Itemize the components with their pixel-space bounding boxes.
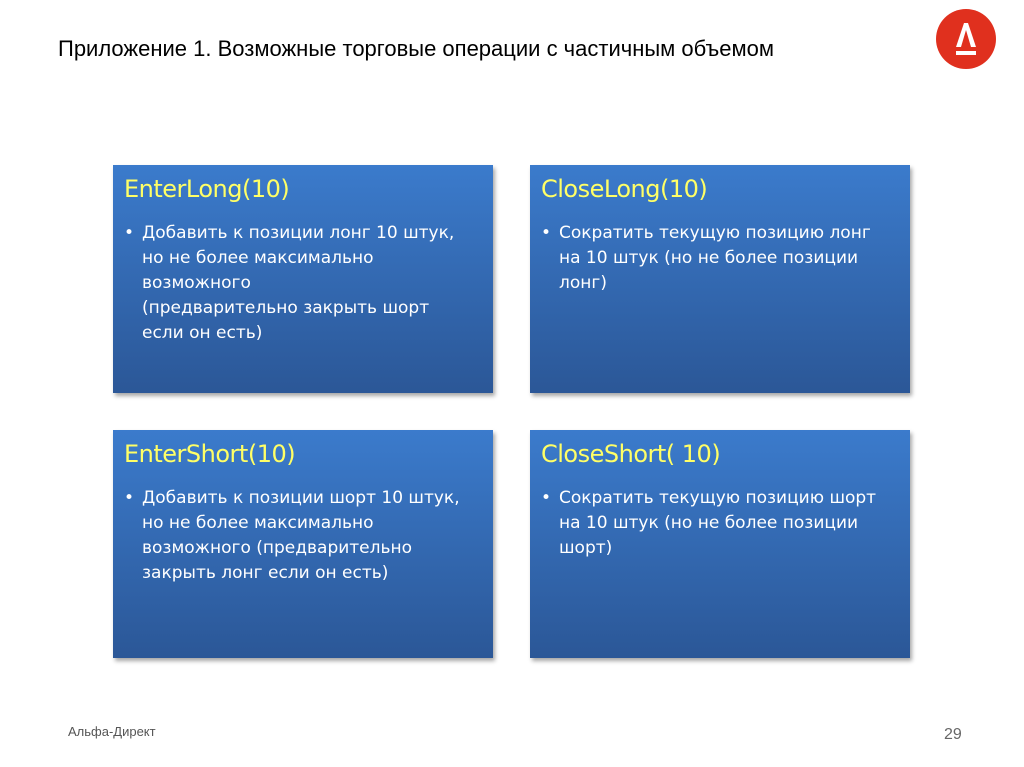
description-line: (предварительно закрыть шорт <box>142 298 430 318</box>
description-line: возможного <box>142 273 251 293</box>
description-line: на 10 штук (но не более позиции <box>559 513 859 533</box>
operation-heading: EnterShort(10) <box>124 440 296 468</box>
description-line: шорт) <box>559 538 613 558</box>
page-number: 29 <box>944 726 962 743</box>
alfa-logo-icon <box>936 9 996 69</box>
operation-heading: EnterLong(10) <box>124 175 290 203</box>
bullet-icon: • <box>124 223 135 243</box>
bullet-icon: • <box>541 488 552 508</box>
bullet-icon: • <box>541 223 552 243</box>
description-line: Сократить текущую позицию лонг <box>559 223 871 243</box>
operation-heading: CloseLong(10) <box>541 175 708 203</box>
operation-description <box>124 221 454 346</box>
operation-box <box>530 430 910 658</box>
description-line: но не более максимально <box>142 513 374 533</box>
description-line: Добавить к позиции шорт 10 штук, <box>142 488 460 508</box>
description-line: Добавить к позиции лонг 10 штук, <box>142 223 455 243</box>
operation-heading: CloseShort( 10) <box>541 440 721 468</box>
description-line: возможного (предварительно <box>142 538 413 558</box>
operation-description <box>124 486 460 586</box>
description-line: Сократить текущую позицию шорт <box>559 488 877 508</box>
operation-box <box>530 165 910 393</box>
operation-box <box>113 430 493 658</box>
description-line: лонг) <box>559 273 607 293</box>
description-line: на 10 штук (но не более позиции <box>559 248 859 268</box>
operation-description <box>541 221 871 296</box>
description-line: но не более максимально <box>142 248 374 268</box>
description-line: закрыть лонг если он есть) <box>142 563 389 583</box>
operation-box <box>113 165 493 393</box>
bullet-icon: • <box>124 488 135 508</box>
slide-title: Приложение 1. Возможные торговые операции с частичным объемом <box>58 36 774 61</box>
footer-text: Альфа-Директ <box>68 724 156 739</box>
description-line: если он есть) <box>142 323 263 343</box>
operation-description <box>541 486 876 561</box>
